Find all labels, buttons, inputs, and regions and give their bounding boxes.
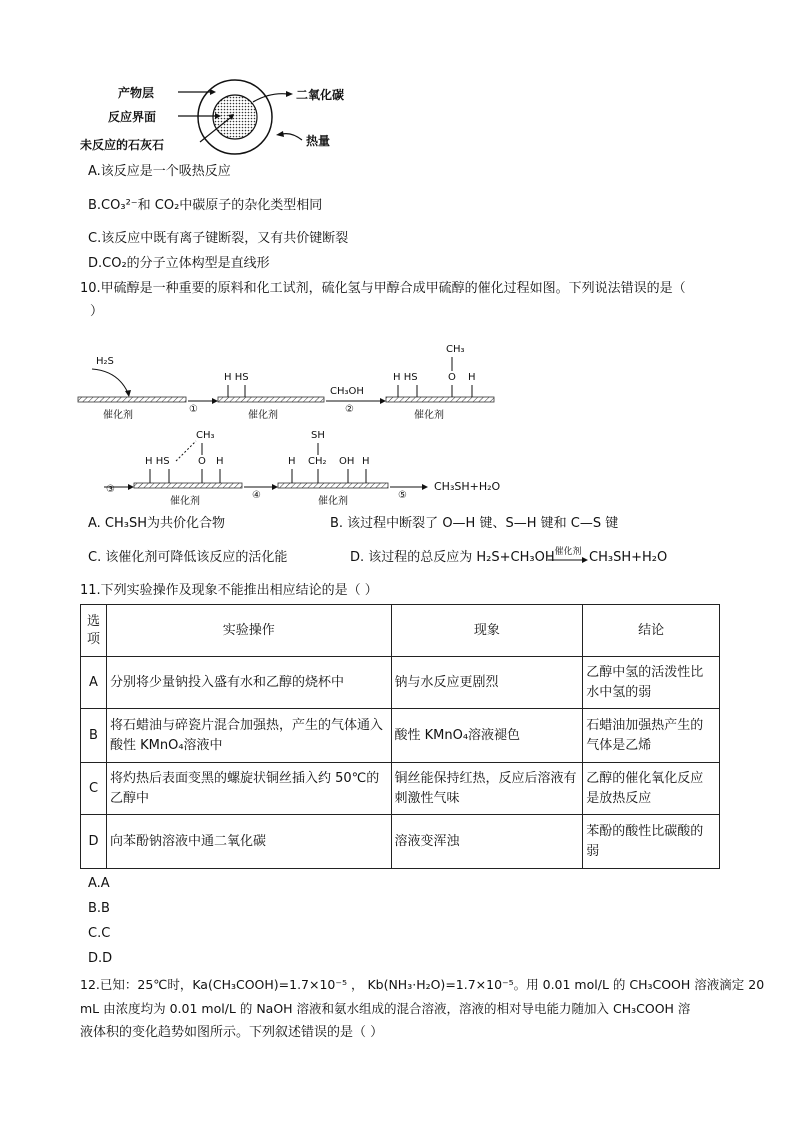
- label-h2s: H₂S: [96, 356, 114, 367]
- label-step-1: ①: [189, 404, 198, 415]
- row-d-phenomenon: 溶液变浑浊: [391, 815, 583, 869]
- row-d-operation: 向苯酚钠溶液中通二氧化碳: [106, 815, 391, 869]
- catalyst-bar-5: [278, 483, 388, 488]
- table-row: [81, 815, 720, 869]
- q11-stem: 11.下列实验操作及现象不能推出相应结论的是（ ）: [80, 583, 378, 598]
- q9-option-a: A.该反应是一个吸热反应: [88, 164, 231, 179]
- label-step-2: ②: [345, 404, 354, 415]
- label-catalyst-2: 催化剂: [248, 410, 278, 421]
- header-option: 选项: [81, 605, 107, 657]
- q12-line2: mL 由浓度均为 0.01 mol/L 的 NaOH 溶液和氨水组成的混合溶液，溶液的相对导电能力随加入 CH₃COOH 溶: [80, 1001, 691, 1016]
- experiment-table: [80, 604, 720, 869]
- q10-option-d-suffix: CH₃SH+H₂O: [589, 550, 668, 565]
- table-row: [81, 709, 720, 763]
- table-row: [81, 763, 720, 815]
- q10-stem-line2: ）: [90, 304, 104, 319]
- q9-option-d: D.CO₂的分子立体构型是直线形: [88, 256, 270, 271]
- label-catalyst-1: 催化剂: [103, 410, 133, 421]
- catalyst-bar-1: [78, 397, 186, 402]
- label-heat: 热量: [306, 134, 331, 148]
- label-oh-5: OH: [339, 456, 355, 467]
- label-ch3-4: CH₃: [196, 430, 215, 441]
- q11-answer-a: A.A: [88, 876, 110, 891]
- label-h-hs-4: H HS: [145, 456, 170, 467]
- catalysis-diagram: [70, 335, 730, 515]
- row-c-option: C: [81, 763, 107, 815]
- label-step-4: ④: [252, 490, 261, 501]
- catalyst-bar-2: [218, 397, 324, 402]
- label-h-hs-2: H HS: [224, 372, 249, 383]
- row-a-conclusion: 乙醇中氢的活泼性比水中氢的弱: [583, 657, 720, 709]
- table-header-row: [81, 605, 720, 657]
- row-a-operation: 分别将少量钠投入盛有水和乙醇的烧杯中: [106, 657, 391, 709]
- row-c-operation: 将灼热后表面变黑的螺旋状铜丝插入约 50℃的乙醇中: [106, 763, 391, 815]
- label-catalyst-3: 催化剂: [414, 410, 444, 421]
- catalyst-bar-4: [134, 483, 242, 488]
- label-co2: 二氧化碳: [296, 88, 345, 102]
- q12-line1: 12.已知：25℃时，Ka(CH₃COOH)=1.7×10⁻⁵ ， Kb(NH₃·H₂O)=1.7×10⁻⁵。用 0.01 mol/L 的 CH₃COOH 溶液滴定 20: [80, 977, 765, 992]
- q10-stem-line1: 10.甲硫醇是一种重要的原料和化工试剂，硫化氢与甲醇合成甲硫醇的催化过程如图。下列说法错误的是（: [80, 281, 686, 296]
- row-b-option: B: [81, 709, 107, 763]
- reaction-arrow: [548, 556, 588, 564]
- row-b-conclusion: 石蜡油加强热产生的气体是乙烯: [583, 709, 720, 763]
- q9-option-b: B.CO₃²⁻和 CO₂中碳原子的杂化类型相同: [88, 198, 323, 213]
- label-h-3: H: [468, 372, 476, 383]
- header-conclusion: 结论: [583, 605, 720, 657]
- header-phenomenon: 现象: [391, 605, 583, 657]
- q10-option-a: A. CH₃SH为共价化合物: [88, 516, 226, 531]
- row-a-phenomenon: 钠与水反应更剧烈: [391, 657, 583, 709]
- label-step-5: ⑤: [398, 490, 407, 501]
- row-c-conclusion: 乙醇的催化氧化反应是放热反应: [583, 763, 720, 815]
- label-h-hs-3: H HS: [393, 372, 418, 383]
- table-row: [81, 657, 720, 709]
- q10-option-c: C. 该催化剂可降低该反应的活化能: [88, 550, 288, 565]
- label-o-3: O: [448, 372, 456, 383]
- row-d-option: D: [81, 815, 107, 869]
- q11-answer-d: D.D: [88, 951, 113, 966]
- row-b-operation: 将石蜡油与碎瓷片混合加强热，产生的气体通入酸性 KMnO₄溶液中: [106, 709, 391, 763]
- row-c-phenomenon: 铜丝能保持红热，反应后溶液有刺激性气味: [391, 763, 583, 815]
- label-ch3oh: CH₃OH: [330, 386, 364, 397]
- q9-option-c: C.该反应中既有离子键断裂，又有共价键断裂: [88, 231, 349, 246]
- reaction-interface-circle: [213, 95, 257, 139]
- q12-line3: 液体积的变化趋势如图所示。下列叙述错误的是（ ）: [80, 1025, 384, 1040]
- q10-option-b: B. 该过程中断裂了 O—H 键、S—H 键和 C—S 键: [330, 516, 619, 531]
- q11-answer-b: B.B: [88, 901, 110, 916]
- label-h-5: H: [288, 456, 296, 467]
- label-unreacted-limestone: 未反应的石灰石: [80, 138, 165, 152]
- label-reaction-interface: 反应界面: [108, 110, 157, 124]
- label-catalyst-4: 催化剂: [170, 496, 200, 507]
- label-catalyst-5: 催化剂: [318, 496, 348, 507]
- q10-option-d-arrow-label: 催化剂: [554, 547, 582, 557]
- label-ch3-3: CH₃: [446, 344, 465, 355]
- row-b-phenomenon: 酸性 KMnO₄溶液褪色: [391, 709, 583, 763]
- row-d-conclusion: 苯酚的酸性比碳酸的弱: [583, 815, 720, 869]
- label-h-4: H: [216, 456, 224, 467]
- catalyst-bar-3: [386, 397, 494, 402]
- label-step-3: ③: [106, 484, 115, 495]
- q10-option-d-prefix: D. 该过程的总反应为 H₂S+CH₃OH: [350, 550, 555, 565]
- label-product: CH₃SH+H₂O: [434, 480, 501, 493]
- label-sh-5: SH: [311, 430, 325, 441]
- label-h-5b: H: [362, 456, 370, 467]
- label-product-layer: 产物层: [118, 86, 155, 100]
- row-a-option: A: [81, 657, 107, 709]
- label-o-4: O: [198, 456, 206, 467]
- header-operation: 实验操作: [106, 605, 391, 657]
- label-ch2-5: CH₂: [308, 456, 327, 467]
- q11-answer-c: C.C: [88, 926, 111, 941]
